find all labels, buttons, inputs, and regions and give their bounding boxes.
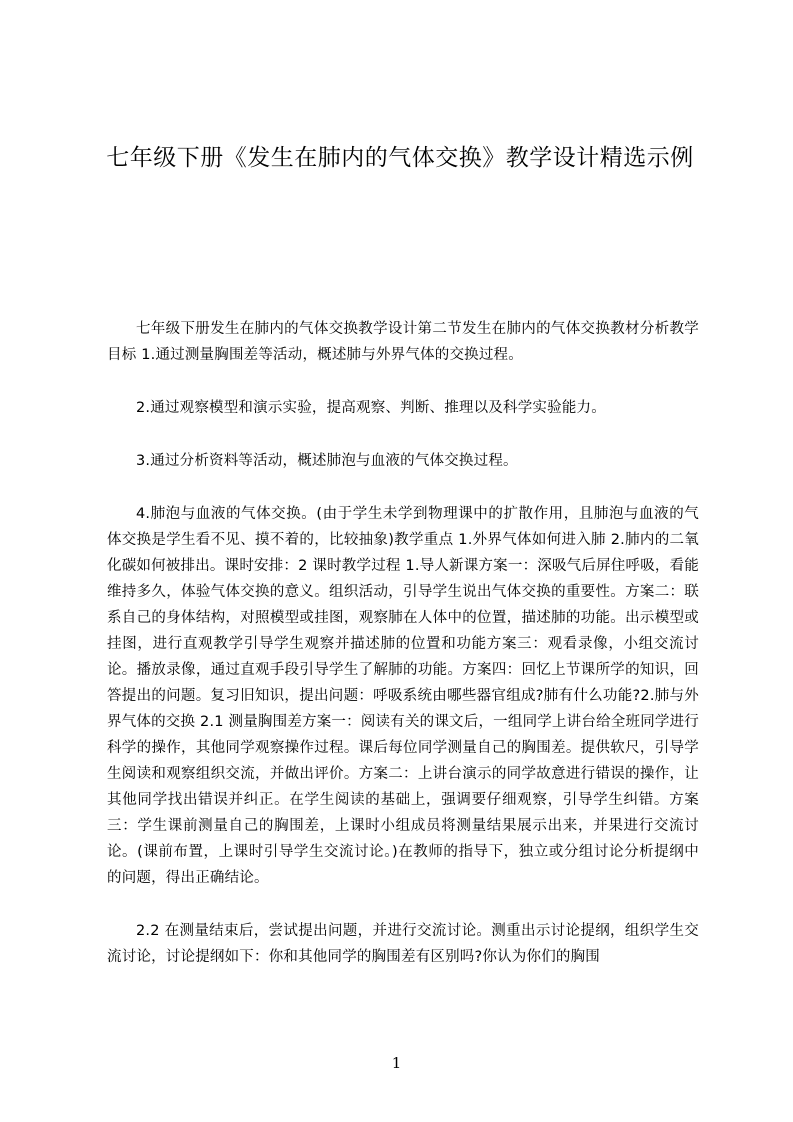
document-title: 七年级下册《发生在肺内的气体交换》教学设计精选示例	[106, 145, 694, 171]
paragraph-teaching-process: 4.肺泡与血液的气体交换。(由于学生未学到物理课中的扩散作用，且肺泡与血液的气体交换是学生看不见、摸不着的，比较抽象)教学重点 1.外界气体如何进入肺 2.肺内的二氧化碳如何被排出。课时安排：2 课时教学过程 1.导人新课方案一：深吸气后屏住呼吸，看能维持多久，体验气体交换的意义。组织活动，引导学生说出气体交换的重要性。方案二：联系自己的身体结构，对照模型或挂图，观察肺在人体中的位置，描述肺的功能。出示模型或挂图，进行直观教学引导学生观察并描述肺的位置和功能方案三：观看录像，小组交流讨论。播放录像，通过直观手段引导学生了解肺的功能。方案四：回忆上节课所学的知识，回答提出的问题。复习旧知识，提出问题：呼吸系统由哪些器官组成?肺有什么功能?2.肺与外界气体的交换 2.1 测量胸围差方案一：阅读有关的课文后，一组同学上讲台给全班同学进行科学的操作，其他同学观察操作过程。课后每位同学测量自己的胸围差。提供软尺，引导学生阅读和观察组织交流，并做出评价。方案二：上讲台演示的同学故意进行错误的操作，让其他同学找出错误并纠正。在学生阅读的基础上，强调要仔细观察，引导学生纠错。方案三：学生课前测量自己的胸围差，上课时小组成员将测量结果展示出来，并果进行交流讨论。(课前布置，上课时引导学生交流讨论。)在教师的指导下，独立或分组讨论分析提纲中的问题，得出正确结论。	[107, 506, 699, 886]
paragraph-objective-3: 3.通过分析资料等活动，概述肺泡与血液的气体交换过程。	[136, 453, 518, 469]
paragraph-objective-2: 2.通过观察模型和演示实验，提高观察、判断、推理以及科学实验能力。	[136, 400, 606, 416]
page-number: 1	[391, 1054, 402, 1072]
document-body	[107, 316, 699, 970]
paragraph-objective-1: 七年级下册发生在肺内的气体交换教学设计第二节发生在肺内的气体交换教材分析教学目标 1.通过测量胸围差等活动，概述肺与外界气体的交换过程。	[107, 321, 699, 363]
paragraph-discussion: 2.2 在测量结束后，尝试提出问题，并进行交流讨论。测重出示讨论提纲，组织学生交流讨论，讨论提纲如下：你和其他同学的胸围差有区别吗?你认为你们的胸围	[107, 923, 699, 965]
